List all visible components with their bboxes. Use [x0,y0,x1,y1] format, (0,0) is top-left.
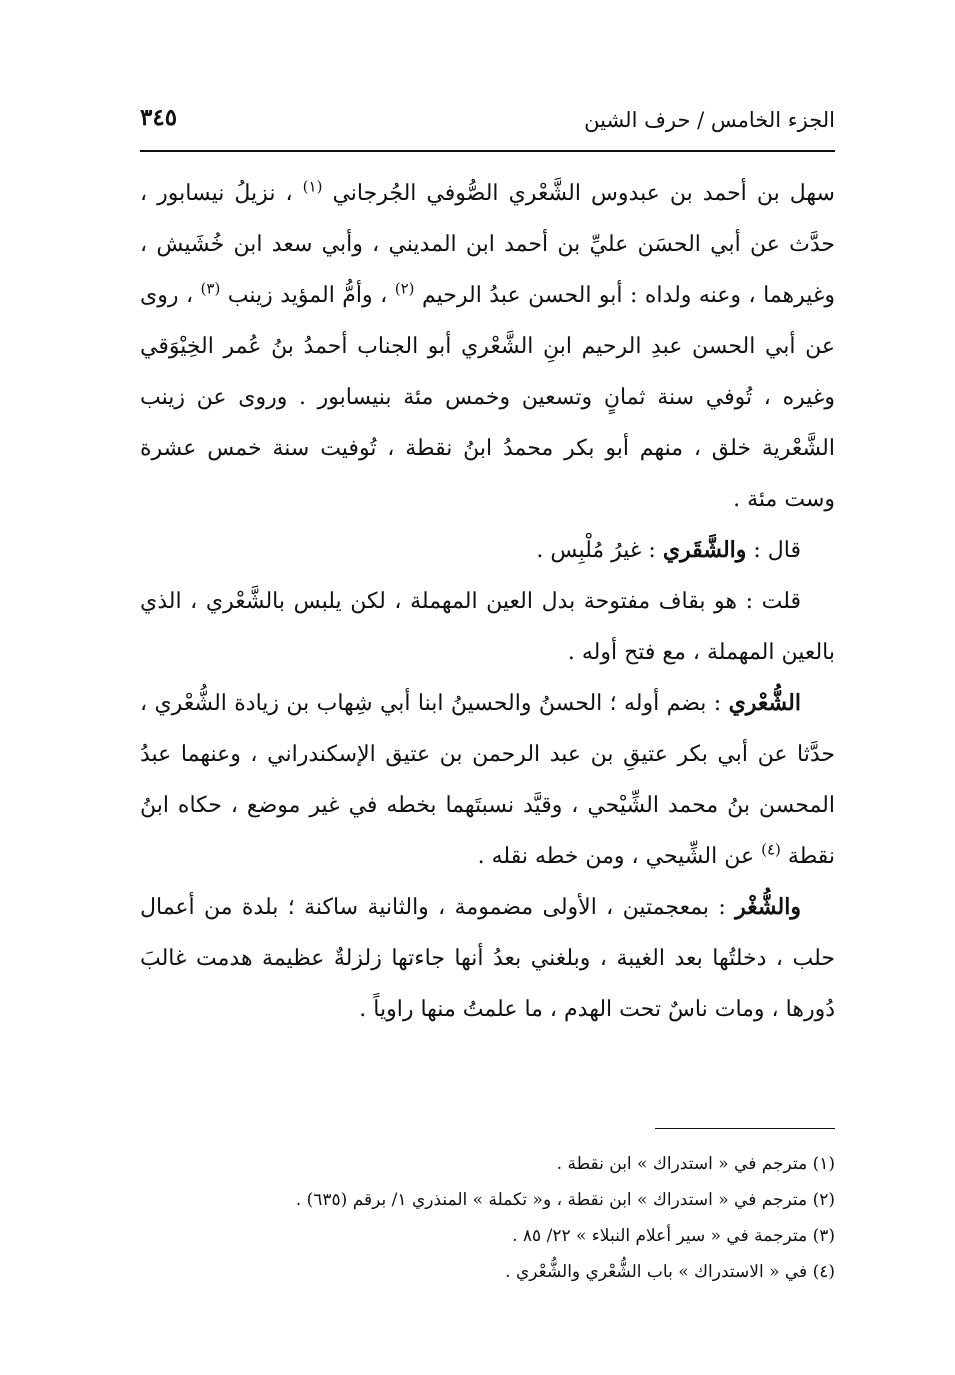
footnote-rule [655,1128,835,1129]
header-title: الجزء الخامس / حرف الشين [584,108,835,132]
entry-shuri [140,678,835,882]
running-header [140,100,835,140]
footnote-ref-2: (٢) [394,279,415,298]
footnotes [140,1146,835,1290]
entry-sahl-part-d: ، روى عن أبي الحسن عبدِ الرحيم ابنِ الشَّعْري أبو الجناب أحمدُ بنُ عُمر الخِيْوَقي وغيره ، تُوفي سنة ثمانٍ وتسعين وخمس مئة بنيسابور . وروى عن زينب الشَّعْرية خلق ، منهم أبو بكر محمدُ ابنُ نقطة ، تُوفيت سنة خمس عشرة وست مئة . [140,283,835,512]
entry-shughr [140,882,835,1035]
entry-sahl-part-b: ، نزيلُ نيسابور ، حدَّث عن أبي الحسَن عليِّ بن أحمد ابن المديني ، وأبي سعد ابن خُشَيش ، وغيرهما ، وعنه ولداه : أبو الحسن عبدُ الرحيم [140,181,836,308]
entry-sahl [140,168,835,525]
entry-shaqari-lead: قال : [753,538,801,563]
footnote-2: (٢) مترجم في « استدراك » ابن نقطة ، و« تكملة » المنذري ١/ برقم (٦٣٥) . [295,1190,835,1210]
footnote-ref-3: (٣) [200,279,221,298]
entry-shughr-term: والشُّغْر [735,894,801,920]
entry-shaqari [140,525,835,576]
entry-sahl-part-a: سهل بن أحمد بن عبدوس الشَّعْري الصُّوفي الجُرجاني [332,181,835,206]
entry-shuri-part-a: : بضم أوله ؛ الحسنُ والحسينُ ابنا أبي شِهاب بن زيادة الشُّعْري ، حدَّثا عن أبي بكر عتيقِ بن عبد الرحمن بن عتيق الإسكندراني ، وعنهما عبدُ المحسن بنُ محمد الشِّيْحي ، وقيَّد نسبتَهما بخطه في غير موضع ، حكاه ابنُ نقطة [140,691,835,869]
entry-shuri-term: الشُّعْري [728,690,801,716]
note-qultu: قلت : هو بقاف مفتوحة بدل العين المهملة ، لكن يلبس بالشَّعْري ، الذي بالعين المهملة ، مع فتح أوله . [140,589,835,665]
page-number: ٣٤٥ [140,104,178,131]
footnote-4: (٤) في « الاستدراك » باب الشُّعْري والشُّعْري . [505,1262,835,1282]
entry-shughr-rest: : بمعجمتين ، الأولى مضمومة ، والثانية ساكنة ؛ بلدة من أعمال حلب ، دخلتُها بعد الغيبة ، وبلغني بعدُ أنها جاءتها زلزلةٌ عظيمة هدمت غالبَ دُورها ، ومات ناسٌ تحت الهدم ، ما علمتُ منها راوياً . [140,895,835,1022]
header-rule [140,150,835,152]
entry-shaqari-term: والشَّقَري [662,537,747,563]
footnote-3: (٣) مترجمة في « سير أعلام النبلاء » ٢٢/ ٨٥ . [512,1226,835,1246]
footnote-1: (١) مترجم في « استدراك » ابن نقطة . [556,1154,835,1174]
main-text [140,168,835,1035]
entry-shaqari-rest: : غيرُ مُلْبِس . [536,538,656,563]
entry-shuri-part-b: عن الشِّيحي ، ومن خطه نقله . [477,844,755,869]
entry-sahl-part-c: ، وأمُّ المؤيد زينب [227,283,388,308]
footnote-ref-1: (١) [302,177,323,196]
footnote-ref-4: (٤) [761,840,781,859]
